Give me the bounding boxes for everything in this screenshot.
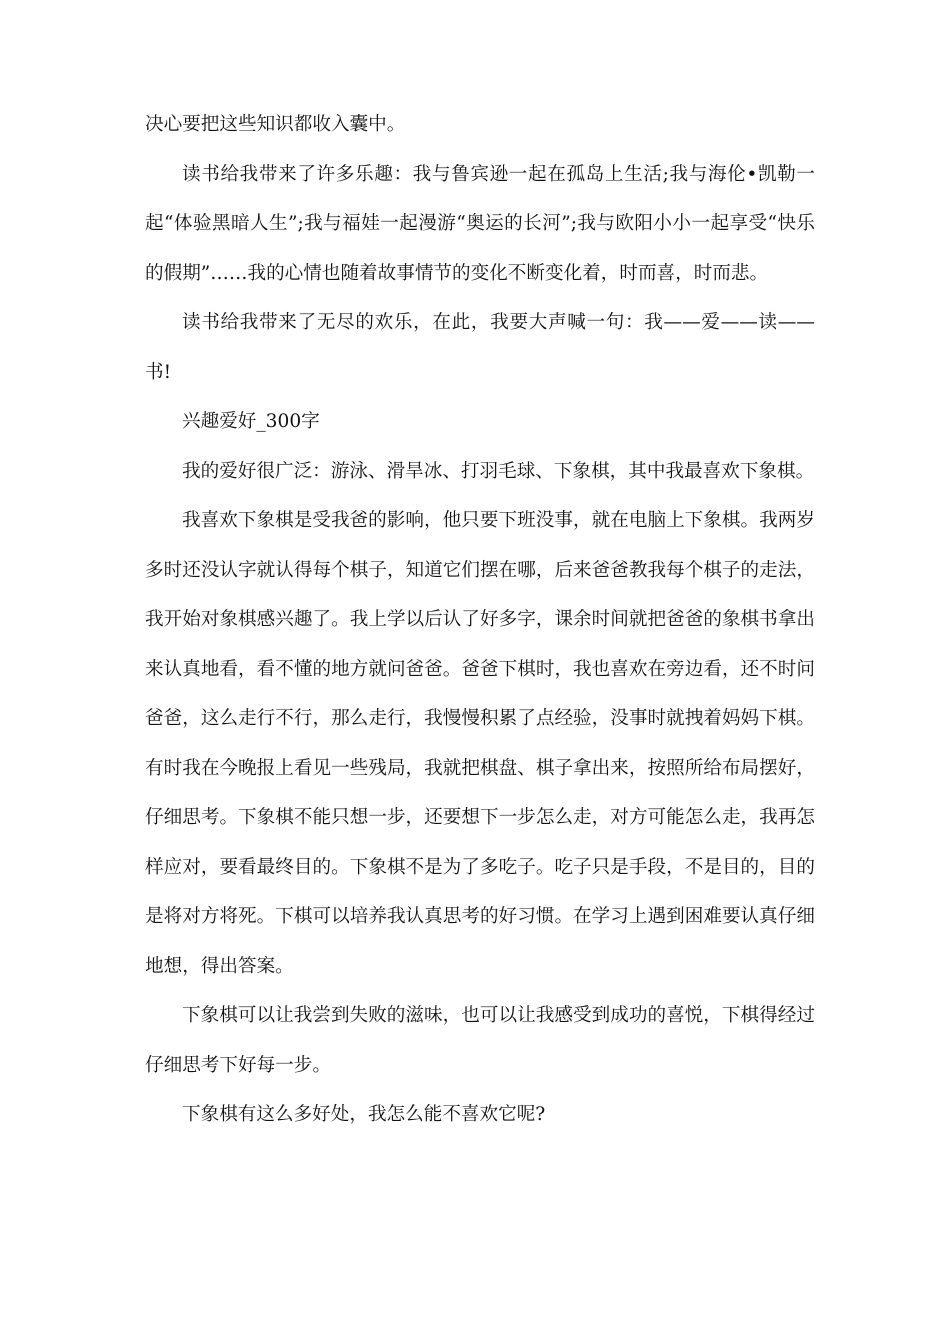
paragraph-3: 读书给我带来了无尽的欢乐，在此，我要大声喊一句：我——爱——读——书! xyxy=(145,312,815,383)
paragraph-6: 我喜欢下象棋是受我爸的影响，他只要下班没事，就在电脑上下象棋。我两岁多时还没认字就认得每个棋子，知道它们摆在哪，后来爸爸教我每个棋子的走法，我开始对象棋感兴趣了。我上学以后认了好多字，课余时间就把爸爸的象棋书拿出来认真地看，看不懂的地方就问爸爸。爸爸下棋时，我也喜欢在旁边看，还不时问爸爸，这么走行不行，那么走行，我慢慢积累了点经验，没事时就拽着妈妈下棋。有时我在今晚报上看见一些残局，我就把棋盘、棋子拿出来，按照所给布局摆好，仔细思考。下象棋不能只想一步，还要想下一步怎么走，对方可能怎么走，我再怎样应对，要看最终目的。下象棋不是为了多吃子。吃子只是手段，不是目的，目的是将对方将死。下棋可以培养我认真思考的好习惯。在学习上遇到困难要认真仔细地想，得出答案。 xyxy=(145,510,815,977)
paragraph-7: 下象棋可以让我尝到失败的滋味，也可以让我感受到成功的喜悦，下棋得经过仔细思考下好每一步。 xyxy=(145,1005,815,1076)
section-heading: 兴趣爱好_300字 xyxy=(182,411,320,432)
paragraph-2: 读书给我带来了许多乐趣：我与鲁宾逊一起在孤岛上生活;我与海伦•凯勒一起“体验黑暗人生”;我与福娃一起漫游“奥运的长河”;我与欧阳小小一起享受“快乐的假期”……我的心情也随着故事情节的变化不断变化着，时而喜，时而悲。 xyxy=(145,163,815,284)
paragraph-5: 我的爱好很广泛：游泳、滑旱冰、打羽毛球、下象棋，其中我最喜欢下象棋。 xyxy=(182,460,815,482)
document-body xyxy=(145,100,815,1140)
paragraph-8: 下象棋有这么多好处，我怎么能不喜欢它呢? xyxy=(182,1104,546,1125)
paragraph-1: 决心要把这些知识都收入囊中。 xyxy=(145,114,406,135)
